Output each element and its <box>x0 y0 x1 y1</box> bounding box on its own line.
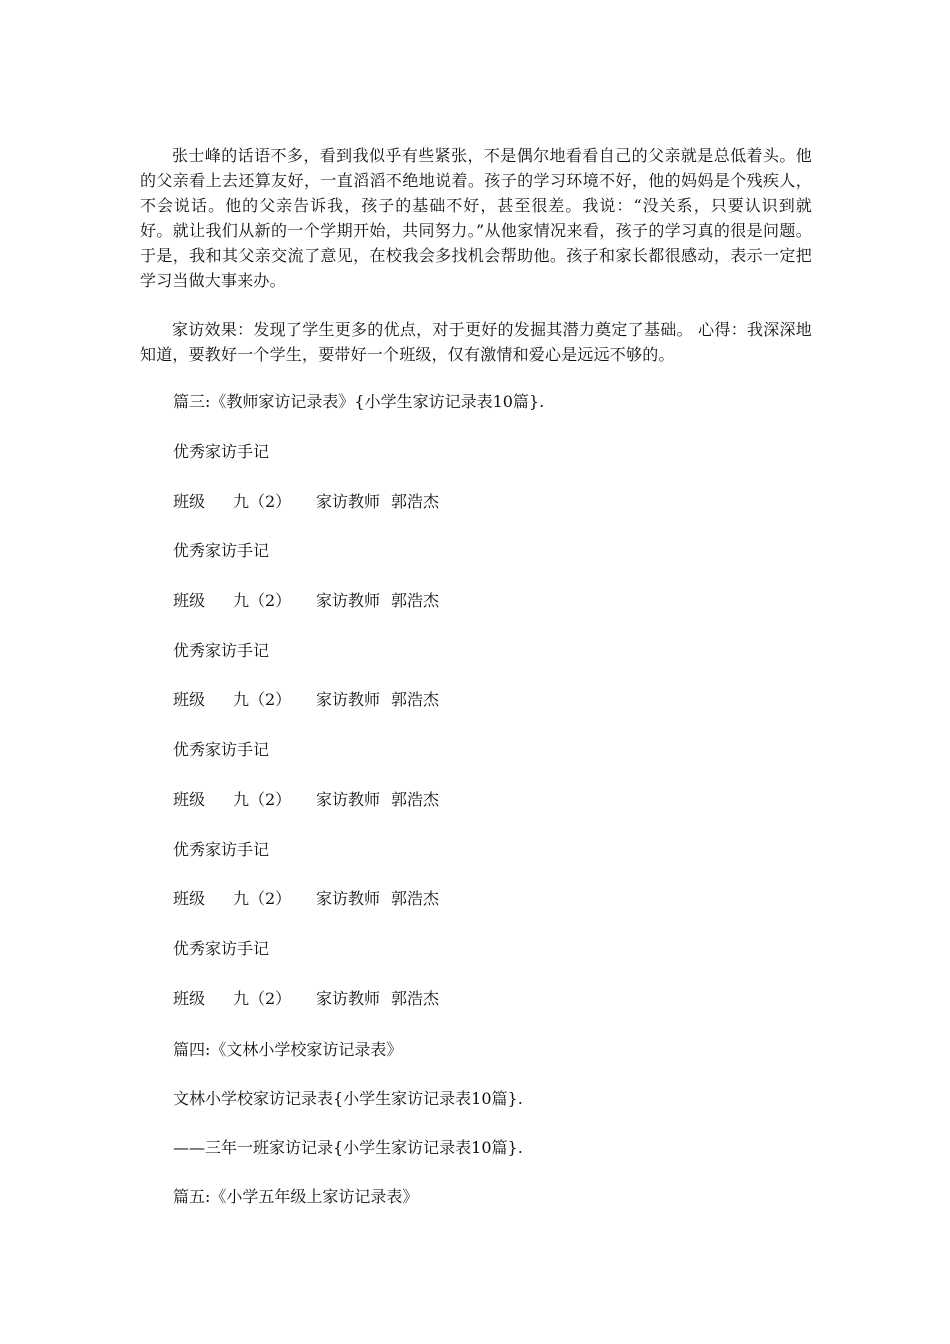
teacher-label: 家访教师 <box>316 492 381 511</box>
teacher-value: 郭浩杰 <box>391 790 440 809</box>
class-label: 班级 <box>173 989 206 1008</box>
teacher-label: 家访教师 <box>316 889 381 908</box>
paragraph-home-visit-story: 张士峰的话语不多，看到我似乎有些紧张，不是偶尔地看看自己的父亲就是总低着头。他的父亲看上去还算友好，一直滔滔不绝地说着。孩子的学习环境不好，他的妈妈是个残疾人，不会说话。他的父亲告诉我，孩子的基础不好，甚至很差。我说：“没关系，只要认识到就好。就让我们从新的一个学期开始，共同努力。”从他家情况来看，孩子的学习真的很是问题。于是，我和其父亲交流了意见，在校我会多找机会帮助他。孩子和家长都很感动，表示一定把学习当做大事来办。 <box>140 146 812 290</box>
teacher-label: 家访教师 <box>316 591 381 610</box>
class-label: 班级 <box>173 889 206 908</box>
teacher-label: 家访教师 <box>316 989 381 1008</box>
teacher-label: 家访教师 <box>316 690 381 709</box>
class-value: 九（2） <box>233 690 292 709</box>
teacher-value: 郭浩杰 <box>391 591 440 610</box>
class-value: 九（2） <box>233 989 292 1008</box>
record-title: 优秀家访手记 <box>173 541 270 560</box>
section-4-line-1: 文林小学校家访记录表{小学生家访记录表10篇}. <box>173 1089 523 1108</box>
class-label: 班级 <box>173 591 206 610</box>
teacher-value: 郭浩杰 <box>391 492 440 511</box>
section-heading-5: 篇五:《小学五年级上家访记录表》 <box>173 1187 419 1206</box>
class-value: 九（2） <box>233 889 292 908</box>
section-4-line-2: ——三年一班家访记录{小学生家访记录表10篇}. <box>173 1138 523 1157</box>
record-title: 优秀家访手记 <box>173 641 270 660</box>
class-value: 九（2） <box>233 790 292 809</box>
section-heading-4: 篇四:《文林小学校家访记录表》 <box>173 1040 403 1059</box>
teacher-value: 郭浩杰 <box>391 989 440 1008</box>
class-label: 班级 <box>173 790 206 809</box>
class-label: 班级 <box>173 690 206 709</box>
teacher-value: 郭浩杰 <box>391 690 440 709</box>
paragraph-visit-result: 家访效果：发现了学生更多的优点，对于更好的发掘其潜力奠定了基础。 心得：我深深地知道，要教好一个学生，要带好一个班级，仅有激情和爱心是远远不够的。 <box>140 320 812 364</box>
teacher-value: 郭浩杰 <box>391 889 440 908</box>
class-value: 九（2） <box>233 492 292 511</box>
class-value: 九（2） <box>233 591 292 610</box>
record-title: 优秀家访手记 <box>173 442 270 461</box>
class-label: 班级 <box>173 492 206 511</box>
record-title: 优秀家访手记 <box>173 740 270 759</box>
record-title: 优秀家访手记 <box>173 840 270 859</box>
teacher-label: 家访教师 <box>316 790 381 809</box>
record-title: 优秀家访手记 <box>173 939 270 958</box>
section-heading-3: 篇三:《教师家访记录表》{小学生家访记录表10篇}. <box>173 392 545 411</box>
